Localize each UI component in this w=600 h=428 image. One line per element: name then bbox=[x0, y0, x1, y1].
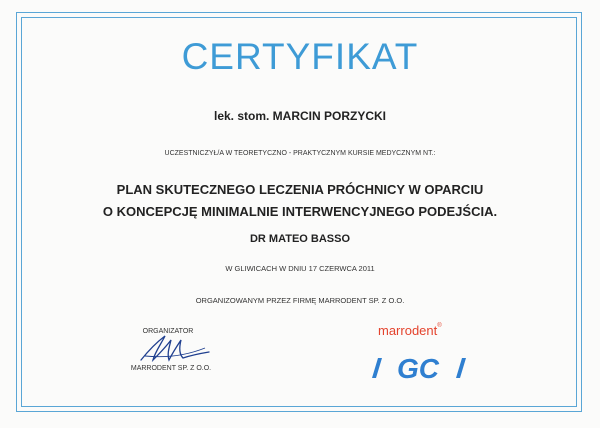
lecturer-name: DR MATEO BASSO bbox=[249, 233, 351, 245]
signature-icon bbox=[135, 330, 215, 366]
course-title-line-2: O KONCEPCJĘ MINIMALNIE INTERWENCYJNEGO PODEJŚCIA. bbox=[102, 204, 498, 219]
recipient-name: lek. stom. MARCIN PORZYCKI bbox=[213, 109, 387, 123]
gc-logo-icon bbox=[370, 352, 466, 382]
organizer-name: MARRODENT SP. Z O.O. bbox=[130, 365, 212, 372]
gc-logo-text: GC bbox=[397, 353, 439, 382]
certificate-title: CERTYFIKAT bbox=[181, 36, 419, 77]
registered-mark: ® bbox=[437, 323, 442, 329]
course-title-line-1: PLAN SKUTECZNEGO LECZENIA PRÓCHNICY W OPARCIU bbox=[116, 182, 484, 197]
marrodent-logo-text: marrodent bbox=[378, 323, 438, 338]
organizer-statement: ORGANIZOWANYM PRZEZ FIRMĘ MARRODENT SP. Z O.O. bbox=[195, 296, 405, 305]
course-title bbox=[0, 179, 600, 223]
organizer-label: ORGANIZATOR bbox=[142, 328, 194, 335]
place-and-date: W GLIWICACH W DNIU 17 CZERWCA 2011 bbox=[225, 264, 375, 273]
attendance-statement: UCZESTNICZYŁ/A W TEORETYCZNO - PRAKTYCZNYM KURSIE MEDYCZNYM NT.: bbox=[164, 150, 436, 157]
marrodent-logo bbox=[378, 323, 442, 338]
